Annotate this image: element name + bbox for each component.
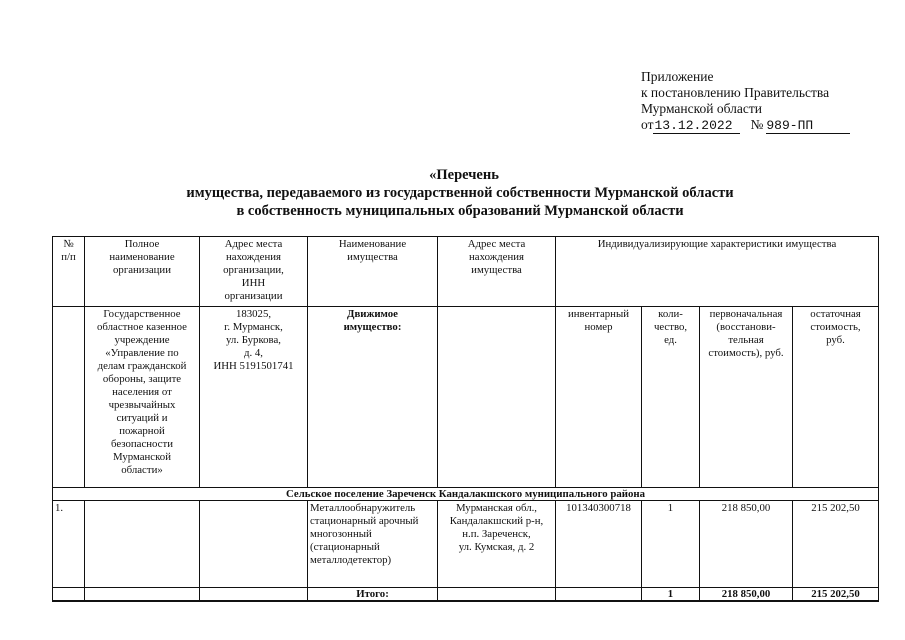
header-property-address: Адрес места нахождения имущества [438, 237, 556, 307]
total-label: Итого: [308, 588, 438, 602]
total-org-name [85, 588, 200, 602]
appendix-region-line: Мурманской области [641, 101, 762, 116]
header-org-address: Адрес места нахождения организации, ИНН организации [200, 237, 308, 307]
appendix-block [641, 69, 881, 135]
header-row [53, 237, 879, 307]
total-row [53, 588, 879, 602]
org-address: 183025, г. Мурманск, ул. Буркова, д. 4, ИНН 5191501741 [200, 307, 308, 488]
org-row-num [53, 307, 85, 488]
item-residual-cost: 215 202,50 [793, 501, 879, 588]
header-org-name: Полное наименование организации [85, 237, 200, 307]
date-prefix: от [641, 117, 654, 132]
total-num [53, 588, 85, 602]
item-inventory: 101340300718 [556, 501, 642, 588]
col-header-initial-cost: первоначальная (восстанови- тельная стоимость), руб. [700, 307, 793, 488]
heading-line-2: имущества, передаваемого из государственной собственности Мурманской области [186, 185, 734, 201]
appendix-title: Приложение [641, 69, 714, 84]
organization-row [53, 307, 879, 488]
total-address [438, 588, 556, 602]
header-property-name: Наименование имущества [308, 237, 438, 307]
table-row [53, 501, 879, 588]
item-initial-cost: 218 850,00 [700, 501, 793, 588]
total-initial-cost: 218 850,00 [700, 588, 793, 602]
item-num: 1. [53, 501, 85, 588]
resolution-date-number [641, 117, 881, 135]
org-row-property-address [438, 307, 556, 488]
item-property-name: Металлообнаружитель стационарный арочный многозонный (стационарный металлодетектор) [308, 501, 438, 588]
header-characteristics: Индивидуализирующие характеристики имущества [556, 237, 879, 307]
col-header-inventory: инвентарный номер [556, 307, 642, 488]
col-header-residual-cost: остаточная стоимость, руб. [793, 307, 879, 488]
item-qty: 1 [642, 501, 700, 588]
property-category: Движимое имущество: [308, 307, 438, 488]
number-sign: № [750, 117, 764, 132]
resolution-date: 13.12.2022 [653, 119, 740, 134]
item-property-address: Мурманская обл., Кандалакшский р-н, н.п. Зареченск, ул. Кумская, д. 2 [438, 501, 556, 588]
org-name: Государственное областное казенное учреждение «Управление по делам гражданской обороны, защите населения от чрезвычайных ситуаций и пожарной безопасности Мурманской области» [85, 307, 200, 488]
item-org-name [85, 501, 200, 588]
resolution-number: 989-ПП [766, 119, 850, 134]
section-row [53, 488, 879, 501]
section-title: Сельское поселение Зареченск Кандалакшского муниципального района [53, 488, 879, 501]
total-org-address [200, 588, 308, 602]
header-num: № п/п [53, 237, 85, 307]
total-inventory [556, 588, 642, 602]
item-org-address [200, 501, 308, 588]
col-header-qty: коли- чество, ед. [642, 307, 700, 488]
total-qty: 1 [642, 588, 700, 602]
appendix-resolution-line: к постановлению Правительства [641, 85, 830, 100]
heading-line-3: в собственность муниципальных образований Мурманской области [236, 203, 684, 219]
property-table [52, 236, 879, 602]
heading-title: «Перечень [429, 167, 499, 183]
total-residual-cost: 215 202,50 [793, 588, 879, 602]
document-heading [60, 166, 860, 220]
